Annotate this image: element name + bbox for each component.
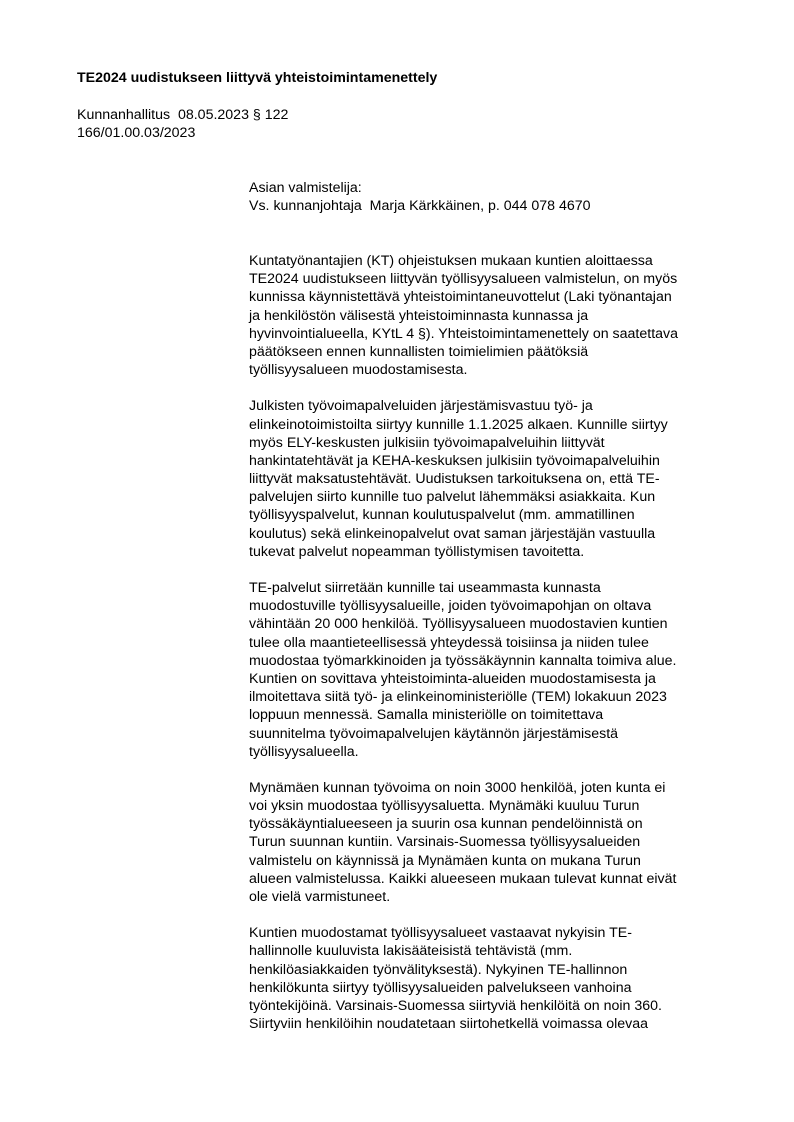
paragraph-line: työllisyysalueella.: [249, 743, 359, 760]
body-paragraph: [249, 252, 719, 379]
body-paragraph: [249, 924, 719, 1033]
paragraph-line: alueen valmistelussa. Kaikki alueeseen mukaan tulevat kunnat eivät: [249, 870, 677, 887]
paragraph-line: Turun suunnan kuntiin. Varsinais-Suomessa työllisyysalueiden: [249, 834, 641, 851]
body-paragraph: [249, 397, 719, 561]
paragraph-line: suunnitelma työvoimapalvelujen käytännön järjestämisestä: [249, 725, 619, 742]
paragraph-line: Julkisten työvoimapalveluiden järjestämisvastuu työ- ja: [249, 398, 593, 415]
paragraph-line: vähintään 20 000 henkilöä. Työllisyysalueen muodostavien kuntien: [249, 616, 668, 633]
paragraph-line: tulee olla maantieteellisessä yhteydessä toisiinsa ja niiden tulee: [249, 634, 649, 651]
paragraph-line: liittyvät maksatustehtävät. Uudistuksen tarkoituksena on, että TE-: [249, 471, 660, 488]
paragraph-line: TE2024 uudistukseen liittyvän työllisyysalueen valmistelun, on myös: [249, 271, 678, 288]
paragraph-line: muodostaa työmarkkinoiden ja työssäkäynnin kannalta toimiva alue.: [249, 652, 677, 669]
paragraph-line: hankintatehtävät ja KEHA-keskuksen julkisiin työvoimapalveluihin: [249, 452, 660, 469]
meeting-info: [77, 106, 288, 142]
document-title: TE2024 uudistukseen liittyvä yhteistoimintamenettely: [77, 70, 438, 86]
paragraph-line: työssäkäyntialueeseen ja suurin osa kunnan pendelöinnistä on: [249, 816, 643, 833]
paragraph-line: henkilökunta siirtyy työllisyysalueiden palvelukseen vanhoina: [249, 979, 632, 996]
paragraph-line: työntekijöinä. Varsinais-Suomessa siirtyviä henkilöitä on noin 360.: [249, 997, 662, 1014]
paragraph-line: myös ELY-keskusten julkisiin työvoimapalveluihin liittyvät: [249, 434, 605, 451]
paragraph-line: työllisyysalueen muodostamisesta.: [249, 362, 468, 379]
preparer-label: Asian valmistelija:: [249, 180, 362, 196]
paragraph-line: Kuntien muodostamat työllisyysalueet vastaavat nykyisin TE-: [249, 925, 632, 942]
preparer-name: Vs. kunnanjohtaja Marja Kärkkäinen, p. 044 078 4670: [249, 198, 591, 214]
paragraph-line: valmistelu on käynnissä ja Mynämäen kunta on mukana Turun: [249, 852, 641, 869]
paragraph-line: ole vielä varmistuneet.: [249, 889, 391, 905]
paragraph-line: ja henkilöstön välisestä yhteistoiminnasta kunnassa ja: [249, 307, 589, 324]
meeting-line: Kunnanhallitus 08.05.2023 § 122: [77, 107, 289, 123]
paragraph-line: koulutus) sekä elinkeinopalvelut ovat saman järjestäjän vastuulla: [249, 525, 656, 542]
paragraph-line: Mynämäen kunnan työvoima on noin 3000 henkilöä, joten kunta ei: [249, 779, 666, 796]
paragraph-line: hallinnolle kuuluvista lakisääteisistä tehtävistä (mm.: [249, 943, 573, 960]
paragraph-line: Kuntatyönantajien (KT) ohjeistuksen mukaan kuntien aloittaessa: [249, 253, 653, 269]
paragraph-line: TE-palvelut siirretään kunnille tai useammasta kunnasta: [249, 580, 601, 596]
document-body: [249, 252, 719, 1051]
paragraph-line: elinkeinotoimistoilta siirtyy kunnille 1.1.2025 alkaen. Kunnille siirtyy: [249, 416, 668, 433]
paragraph-line: ilmoitettava siitä työ- ja elinkeinoministeriölle (TEM) lokakuun 2023: [249, 689, 667, 706]
record-number: 166/01.00.03/2023: [77, 125, 196, 141]
paragraph-line: Siirtyviin henkilöihin noudatetaan siirtohetkellä voimassa olevaa: [249, 1016, 649, 1033]
paragraph-line: työllisyyspalvelut, kunnan koulutuspalvelut (mm. ammatillinen: [249, 507, 635, 524]
paragraph-line: hyvinvointialueella, KYtL 4 §). Yhteistoimintamenettely on saatettava: [249, 325, 679, 342]
body-paragraph: [249, 779, 719, 906]
paragraph-line: palvelujen siirto kunnille tuo palvelut lähemmäksi asiakkaita. Kun: [249, 489, 656, 506]
body-paragraph: [249, 579, 719, 761]
paragraph-line: loppuun mennessä. Samalla ministeriölle on toimitettava: [249, 707, 604, 724]
paragraph-line: kunnissa käynnistettävä yhteistoimintaneuvottelut (Laki työnantajan: [249, 289, 672, 306]
paragraph-line: henkilöasiakkaiden työnvälityksestä). Nykyinen TE-hallinnon: [249, 961, 628, 978]
paragraph-line: voi yksin muodostaa työllisyysaluetta. Mynämäki kuuluu Turun: [249, 798, 640, 815]
preparer-block: [249, 179, 591, 215]
paragraph-line: Kuntien on sovittava yhteistoiminta-alueiden muodostamisesta ja: [249, 670, 656, 687]
paragraph-line: muodostuville työllisyysalueille, joiden työvoimapohjan on oltava: [249, 598, 652, 615]
paragraph-line: tukevat palvelut nopeamman työllistymisen tavoitetta.: [249, 543, 585, 560]
paragraph-line: päätökseen ennen kunnallisten toimielimien päätöksiä: [249, 343, 589, 360]
